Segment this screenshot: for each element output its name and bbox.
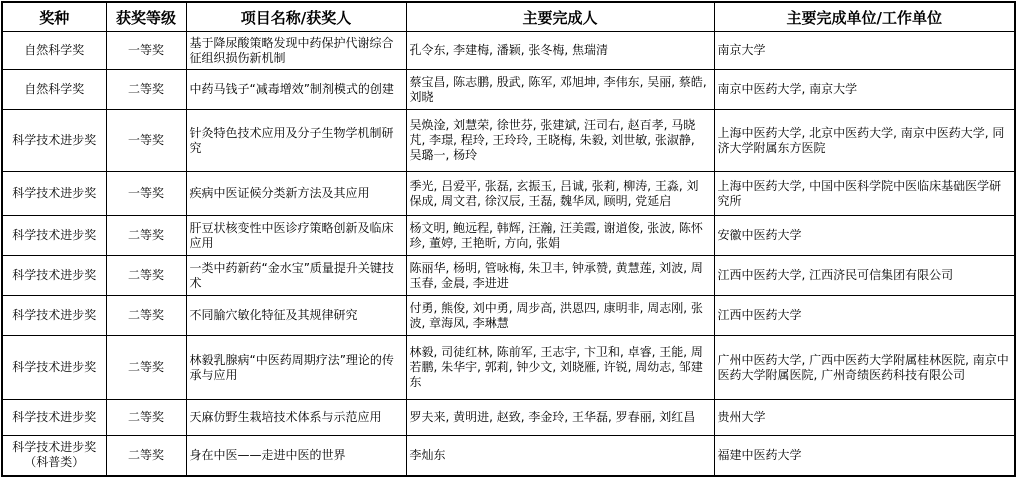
column-header-grade: 获奖等级 [106, 2, 186, 32]
cell-grade: 一等奖 [106, 32, 186, 70]
cell-award-type: 自然科学奖 [2, 70, 106, 110]
table-row [2, 296, 1015, 336]
cell-grade: 二等奖 [106, 216, 186, 256]
cell-units: 贵州大学 [714, 400, 1015, 436]
cell-award-type: 科学技术进步奖 [2, 296, 106, 336]
header-row [2, 2, 1015, 32]
table-row [2, 336, 1015, 400]
cell-grade: 二等奖 [106, 70, 186, 110]
cell-units: 安徽中医药大学 [714, 216, 1015, 256]
table-row [2, 32, 1015, 70]
cell-award-type: 科学技术进步奖（科普类） [2, 436, 106, 476]
cell-contributors: 林毅, 司徒红林, 陈前军, 王志宇, 卞卫和, 卓睿, 王能, 周若鹏, 朱华宇, 郭莉, 钟少文, 刘晓雁, 许锐, 周幼志, 邹建东 [406, 336, 714, 400]
cell-award-type: 科学技术进步奖 [2, 172, 106, 216]
cell-contributors: 付勇, 熊俊, 刘中勇, 周步高, 洪恩四, 康明非, 周志刚, 张波, 章海凤, 李琳慧 [406, 296, 714, 336]
cell-project: 中药马钱子“减毒增效”制剂模式的创建 [186, 70, 406, 110]
cell-project: 林毅乳腺病“中医药周期疗法”理论的传承与应用 [186, 336, 406, 400]
table-row [2, 216, 1015, 256]
table-row [2, 110, 1015, 172]
table-row [2, 436, 1015, 476]
cell-contributors: 蔡宝昌, 陈志鹏, 殷武, 陈军, 邓旭坤, 李伟东, 吴丽, 蔡皓, 刘晓 [406, 70, 714, 110]
cell-project: 天麻仿野生栽培技术体系与示范应用 [186, 400, 406, 436]
cell-grade: 一等奖 [106, 110, 186, 172]
cell-project: 身在中医——走进中医的世界 [186, 436, 406, 476]
column-header-project: 项目名称/获奖人 [186, 2, 406, 32]
table-row [2, 400, 1015, 436]
cell-award-type: 自然科学奖 [2, 32, 106, 70]
cell-units: 上海中医药大学, 北京中医药大学, 南京中医药大学, 同济大学附属东方医院 [714, 110, 1015, 172]
cell-units: 上海中医药大学, 中国中医科学院中医临床基础医学研究所 [714, 172, 1015, 216]
awards-table [1, 1, 1016, 477]
cell-project: 一类中药新药“金水宝”质量提升关键技术 [186, 256, 406, 296]
cell-contributors: 吴焕淦, 刘慧荣, 徐世芬, 张建斌, 汪司右, 赵百孝, 马晓芃, 李璟, 程玲, 王玲玲, 王晓梅, 朱毅, 刘世敏, 张淑静, 吴璐一, 杨玲 [406, 110, 714, 172]
cell-project: 疾病中医证候分类新方法及其应用 [186, 172, 406, 216]
cell-project: 肝豆状核变性中医诊疗策略创新及临床应用 [186, 216, 406, 256]
cell-grade: 二等奖 [106, 256, 186, 296]
cell-grade: 二等奖 [106, 436, 186, 476]
cell-grade: 二等奖 [106, 296, 186, 336]
column-header-contributors: 主要完成人 [406, 2, 714, 32]
cell-contributors: 季光, 吕爱平, 张磊, 玄振玉, 吕诚, 张莉, 柳涛, 王淼, 刘保成, 周文君, 徐汉辰, 王磊, 魏华凤, 顾明, 党延启 [406, 172, 714, 216]
cell-contributors: 陈丽华, 杨明, 管咏梅, 朱卫丰, 钟承赞, 黄慧莲, 刘波, 周玉春, 金晨, 李进进 [406, 256, 714, 296]
cell-project: 针灸特色技术应用及分子生物学机制研究 [186, 110, 406, 172]
cell-project: 不同腧穴敏化特征及其规律研究 [186, 296, 406, 336]
cell-grade: 一等奖 [106, 172, 186, 216]
cell-contributors: 孔令东, 李建梅, 潘颖, 张冬梅, 焦瑞清 [406, 32, 714, 70]
table-body [2, 32, 1015, 476]
cell-units: 福建中医药大学 [714, 436, 1015, 476]
cell-award-type: 科学技术进步奖 [2, 400, 106, 436]
cell-units: 广州中医药大学, 广西中医药大学附属桂林医院, 南京中医药大学附属医院, 广州奇绩医药科技有限公司 [714, 336, 1015, 400]
cell-contributors: 李灿东 [406, 436, 714, 476]
cell-award-type: 科学技术进步奖 [2, 110, 106, 172]
column-header-award-type: 奖种 [2, 2, 106, 32]
table-row [2, 70, 1015, 110]
cell-award-type: 科学技术进步奖 [2, 256, 106, 296]
cell-units: 南京大学 [714, 32, 1015, 70]
column-header-units: 主要完成单位/工作单位 [714, 2, 1015, 32]
cell-project: 基于降尿酸策略发现中药保护代谢综合征组织损伤新机制 [186, 32, 406, 70]
cell-award-type: 科学技术进步奖 [2, 336, 106, 400]
cell-award-type: 科学技术进步奖 [2, 216, 106, 256]
table-row [2, 256, 1015, 296]
cell-units: 江西中医药大学, 江西济民可信集团有限公司 [714, 256, 1015, 296]
cell-units: 江西中医药大学 [714, 296, 1015, 336]
cell-grade: 二等奖 [106, 336, 186, 400]
cell-grade: 二等奖 [106, 400, 186, 436]
table-row [2, 172, 1015, 216]
cell-contributors: 罗夫来, 黄明进, 赵致, 李金玲, 王华磊, 罗春丽, 刘红昌 [406, 400, 714, 436]
cell-contributors: 杨文明, 鲍远程, 韩辉, 汪瀚, 汪美霞, 谢道俊, 张波, 陈怀珍, 董婷, 王艳昕, 方向, 张娟 [406, 216, 714, 256]
table-header [2, 2, 1015, 32]
cell-units: 南京中医药大学, 南京大学 [714, 70, 1015, 110]
